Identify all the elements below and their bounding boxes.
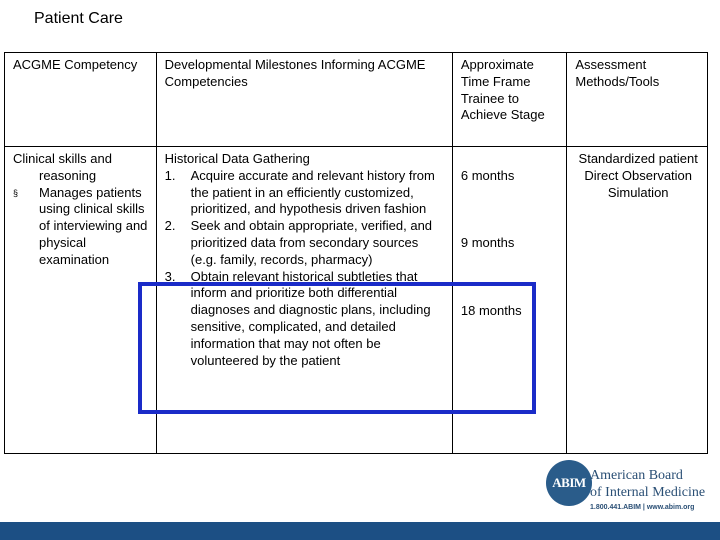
logo-name-line2: of Internal Medicine — [590, 485, 706, 500]
time-frame-1: 6 months — [460, 168, 515, 183]
milestone-number: 1. — [164, 167, 176, 183]
time-frame-3: 18 months — [460, 303, 522, 318]
footer-bar — [0, 522, 720, 540]
milestone-text: Obtain relevant historical subtleties that inform and prioritize both differential diagnoses and diagnostic plans, including sensitive, complicated, and detailed information that may not often be volunteered by the patient — [190, 268, 431, 368]
page-title: Patient Care — [34, 10, 123, 27]
highlight-box — [138, 282, 536, 414]
logo-contact: 1.800.441.ABIM | www.abim.org — [590, 504, 695, 511]
assessment-item: Standardized patient — [578, 151, 698, 166]
milestone-item-2 — [165, 218, 446, 268]
competency-bullet — [13, 185, 150, 269]
competency-heading: Clinical skills and reasoning — [13, 151, 112, 183]
table-header-row — [5, 53, 708, 147]
header-assessment: Assessment Methods/Tools — [567, 53, 708, 147]
logo-name-line1: American Board — [590, 468, 683, 483]
assessment-item: Direct Observation — [584, 167, 693, 183]
milestone-text: Seek and obtain appropriate, verified, and prioritized data from secondary sources (e.g. family, records, pharmacy) — [190, 218, 433, 267]
abim-seal-icon: ABIM — [546, 460, 592, 506]
milestone-text: Acquire accurate and relevant history from the patient in an efficiently customized, prioritized, and hypothesis driven fashion — [190, 167, 435, 217]
milestones-heading: Historical Data Gathering — [164, 151, 310, 166]
milestone-number: 3. — [164, 268, 176, 284]
milestone-item-1 — [165, 168, 446, 218]
time-frame-2: 9 months — [460, 235, 515, 250]
bullet-icon: § — [13, 187, 19, 198]
assessment-cell — [567, 147, 708, 454]
competency-cell — [5, 147, 157, 454]
competency-bullet-text: Manages patients using clinical skills of interviewing and physical examination — [39, 184, 148, 267]
header-time-frame: Approximate Time Frame Trainee to Achieve Stage — [452, 53, 566, 147]
milestone-number: 2. — [164, 218, 176, 234]
header-competency: ACGME Competency — [5, 53, 157, 147]
header-milestones: Developmental Milestones Informing ACGME Competencies — [156, 53, 452, 147]
assessment-item: Simulation — [607, 184, 669, 200]
abim-logo — [546, 460, 716, 520]
